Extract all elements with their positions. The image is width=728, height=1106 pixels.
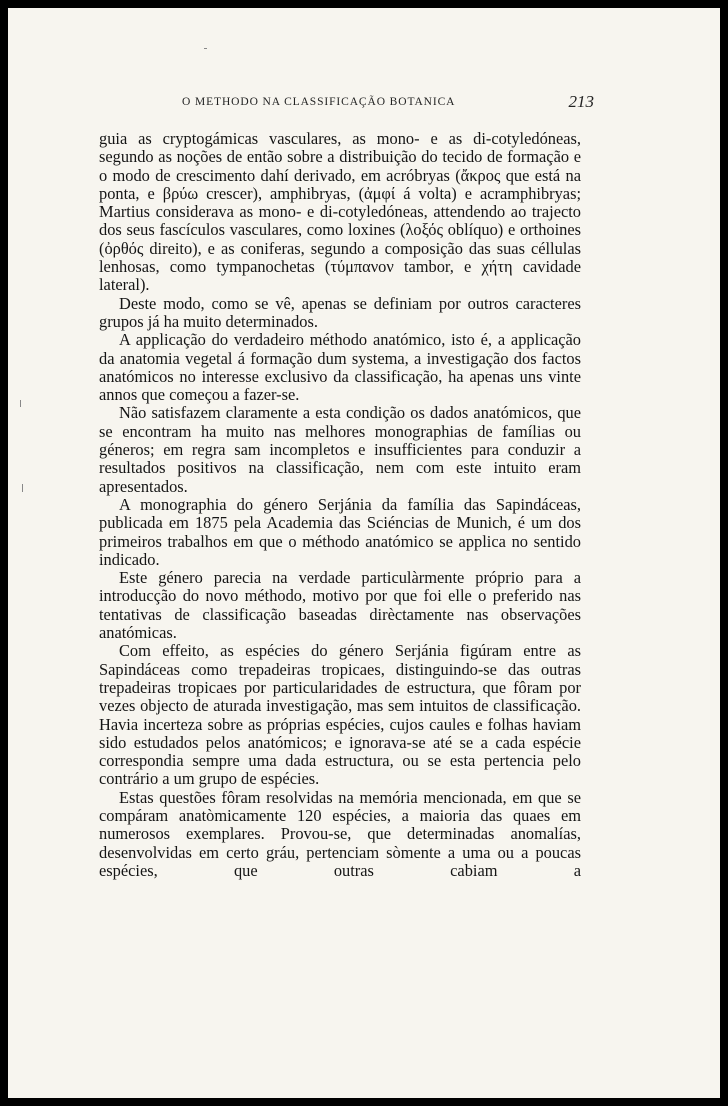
paragraph: guia as cryptogámicas vasculares, as mono- e as di-cotyledóneas, segundo as noções de então sobre a distribuição do tecido de formação e o modo de crescimento dahí derivado, em acróbryas (ἄκρος que está na ponta, e βρύω crescer), amphibryas, (ἀμφί á volta) e acramphibryas; Martius considerava as mono- e di-cotyledóneas, attendendo ao trajecto dos seus fascículos vasculares, como loxines (λοξός oblíquo) e orthoines (ὀρθός direito), e as coniferas, segundo a composição das suas céllulas lenhosas, como tympanochetas (τύμπανον tambor, e χήτη cavidade lateral). (99, 129, 581, 295)
paragraph: Não satisfazem claramente a esta condição os dados anatómicos, que se encontram ha muito nas melhores monographias de famílias ou géneros; em regra sam incompletos e insufficientes para conduzir a resultados positivos na classificação, nem com este intuito eram apresentados. (99, 403, 581, 496)
body-text (99, 130, 581, 880)
page-speck (204, 48, 207, 49)
paragraph: A applicação do verdadeiro méthodo anatómico, isto é, a applicação da anatomia vegetal á formação dum systema, a investigação dos factos anatómicos no interesse exclusivo da classificação, ha apenas uns vinte annos que começou a fazer-se. (99, 330, 581, 405)
page-speck (22, 484, 23, 492)
running-head: O METHODO NA CLASSIFICAÇÃO BOTANICA (182, 96, 456, 108)
paragraph: A monographia do género Serjánia da família das Sapindáceas, publicada em 1875 pela Academia das Sciéncias de Munich, é um dos primeiros trabalhos em que o méthodo anatómico se applica no sentido indicado. (99, 494, 581, 569)
page-header (8, 94, 720, 114)
page-number: 213 (568, 92, 594, 111)
paragraph: Com effeito, as espécies do género Serjánia figúram entre as Sapindáceas como trepadeiras tropicaes, distinguindo-se das outras trepadeiras tropicaes por particularidades de estructura, que fôram por vezes objecto de aturada investigação, mas sem intuitos de classificação. Havia incerteza sobre as próprias espécies, cujos caules e folhas haviam sido estudados pelos anatómicos; e ignorava-se até se a cada espécie correspondia sempre uma dada estructura, ou se esta pertencia pelo contrário a um grupo de espécies. (99, 641, 581, 789)
paragraph: Este género parecia na verdade particulàrmente próprio para a introducção do novo méthodo, motivo por que foi elle o preferido nas tentativas de classificação baseadas dirèctamente nas observações anatómicas. (99, 568, 581, 643)
page-speck (20, 400, 21, 407)
paragraph: Estas questões fôram resolvidas na memória mencionada, em que se compáram anatòmicamente 120 espécies, a maioria das quaes em numerosos exemplares. Provou-se, que determinadas anomalías, desenvolvidas em certo gráu, pertenciam sòmente a uma ou a poucas espécies, que outras cabiam a (99, 787, 581, 880)
paragraph: Deste modo, como se vê, apenas se definiam por outros caracteres grupos já ha muito determinados. (99, 293, 581, 331)
book-page (8, 8, 720, 1098)
